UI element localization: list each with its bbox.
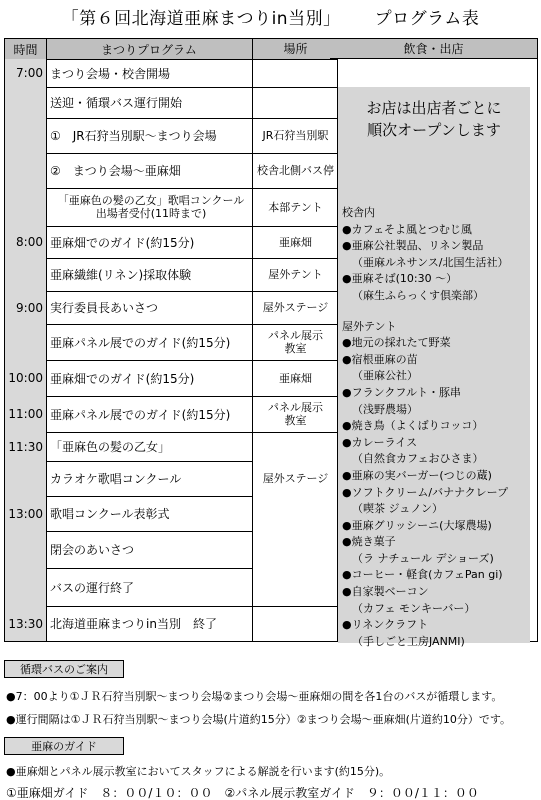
row-program: 亜麻パネル展でのガイド(約15分) xyxy=(50,407,231,422)
bus-label: 循環バスのご案内 xyxy=(4,660,124,678)
guide-note-1: ●亜麻畑とパネル展示教室においてスタッフによる解説を行います(約15分)。 xyxy=(6,765,391,778)
food-item: ●亜麻そば(10:30 ～） xyxy=(342,272,458,286)
page-title xyxy=(0,4,541,29)
table-row xyxy=(5,291,337,324)
table-row xyxy=(5,188,337,226)
food-item: ●カレーライス xyxy=(342,435,418,449)
table-row xyxy=(5,496,337,531)
row-place: 亜麻畑 xyxy=(279,235,312,249)
food-item: （手しごと工房JANMI) xyxy=(352,634,465,648)
food-lead: お店は出店者ごとに 順次オープンします xyxy=(366,99,502,139)
table-row xyxy=(5,360,337,396)
food-item: ●地元の採れたて野菜 xyxy=(342,336,451,350)
table-row xyxy=(5,226,337,258)
food-item: ●亜麻公社製品、リネン製品 xyxy=(342,239,484,253)
bus-note-2: ●運行間隔は①ＪＲ石狩当別駅～まつり会場(片道約15分）②まつり会場～亜麻畑(片道約10分）です。 xyxy=(6,713,512,726)
row-time: 9:00 xyxy=(5,291,46,324)
row-time: 13:00 xyxy=(5,496,46,531)
row-place: 屋外ステージ xyxy=(262,301,329,314)
table-row xyxy=(5,118,337,153)
table-row xyxy=(5,87,337,118)
row-time xyxy=(5,461,46,496)
food-item: （亜麻公社） xyxy=(352,369,418,383)
table-row xyxy=(5,432,337,461)
row-time: 13:30 xyxy=(5,606,46,641)
row-program: まつり会場・校舎開場 xyxy=(50,66,171,81)
title-sub: プログラム表 xyxy=(374,9,480,29)
row-program: バスの運行終了 xyxy=(50,580,135,595)
program-table xyxy=(4,38,338,642)
row-program: ② まつり会場～亜麻畑 xyxy=(50,164,181,178)
food-item: ●自家製ベーコン xyxy=(342,585,429,599)
row-place xyxy=(252,59,339,87)
food-section-title: 校舎内 xyxy=(342,206,375,219)
table-row xyxy=(5,258,337,291)
food-list xyxy=(342,205,530,650)
row-place xyxy=(252,606,339,641)
row-place xyxy=(252,568,339,606)
row-program: 北海道亜麻まつりin当別 終了 xyxy=(50,617,217,631)
guide-label: 亜麻のガイド xyxy=(4,737,124,755)
row-place xyxy=(252,496,339,531)
row-program: 亜麻繊維(リネン)採取体験 xyxy=(50,268,192,282)
bus-note-1: ●7：00より①ＪＲ石狩当別駅～まつり会場②まつり会場～亜麻畑の間を各1台のバスが循環します。 xyxy=(6,690,503,703)
row-time xyxy=(5,568,46,606)
row-time xyxy=(5,531,46,568)
row-time xyxy=(5,118,46,153)
row-program: 亜麻畑でのガイド(約15分) xyxy=(50,235,195,250)
row-place xyxy=(252,531,339,568)
food-stalls-panel xyxy=(330,38,538,648)
row-time: 10:00 xyxy=(5,360,46,396)
row-place: 屋外テント xyxy=(268,268,323,281)
table-row xyxy=(5,396,337,432)
guide-note-2: ①亜麻畑ガイド ８：００/１０：００ ②パネル展示教室ガイド ９：００/１１：００ xyxy=(6,786,479,800)
row-place: パネル展示 教室 xyxy=(268,401,323,427)
food-item: ●焼き菓子 xyxy=(342,535,396,549)
header-food: 飲食・出店 xyxy=(330,39,537,59)
food-section-title: 屋外テント xyxy=(342,319,397,333)
table-header xyxy=(5,39,337,59)
row-time: 11:30 xyxy=(5,432,46,461)
row-program: カラオケ歌唱コンクール xyxy=(50,472,182,486)
header-time: 時間 xyxy=(5,39,46,59)
row-program: 閉会のあいさつ xyxy=(50,543,135,557)
row-time xyxy=(5,188,46,226)
row-time: 11:00 xyxy=(5,396,46,432)
title-main: 「第６回北海道亜麻まつりin当別」 xyxy=(61,9,341,29)
table-row xyxy=(5,568,337,606)
row-place: 本部テント xyxy=(268,200,323,214)
food-info-box xyxy=(338,87,530,648)
food-item: ●カフェそよ風とつむじ風 xyxy=(342,222,472,236)
header-program: まつりプログラム xyxy=(46,39,252,59)
table-row xyxy=(5,324,337,360)
food-item: ●宿根亜麻の苗 xyxy=(342,352,418,366)
row-place: JR石狩当別駅 xyxy=(262,129,329,142)
row-time xyxy=(5,153,46,188)
row-place xyxy=(252,432,339,461)
food-item: （亜麻ルネサンス/北国生活社） xyxy=(352,255,509,269)
row-time xyxy=(5,324,46,360)
table-row xyxy=(5,59,337,87)
row-program: 送迎・循環バス運行開始 xyxy=(50,96,183,110)
row-program: 歌唱コンクール表彰式 xyxy=(50,507,170,521)
table-row xyxy=(5,461,337,496)
food-item: ●ソフトクリーム/バナナクレープ xyxy=(342,485,509,499)
table-row xyxy=(5,153,337,188)
row-program: 「亜麻色の髪の乙女」歌唱コンクール 出場者受付(11時まで) xyxy=(57,194,245,220)
food-item: （カフェ モンキーバー） xyxy=(352,601,476,615)
table-row xyxy=(5,606,337,641)
row-program: 亜麻畑でのガイド(約15分) xyxy=(50,371,195,386)
food-item: （浅野農場） xyxy=(352,402,418,416)
row-time: 7:00 xyxy=(5,59,46,87)
row-time xyxy=(5,258,46,291)
food-item: ●亜麻の実バーガー(つじの蔵) xyxy=(342,468,492,482)
food-item: （喫茶 ジュノン） xyxy=(352,502,444,516)
header-place: 場所 xyxy=(252,39,339,59)
food-item: ●コーヒー・軽食(カフェPan gi) xyxy=(342,568,503,582)
row-place: 屋外ステージ xyxy=(262,472,329,485)
food-item: ●フランクフルト・豚串 xyxy=(342,385,461,399)
food-item: （自然食カフェおひさま） xyxy=(352,452,484,466)
row-place: パネル展示 教室 xyxy=(268,329,323,355)
table-row xyxy=(5,531,337,568)
row-program: ① JR石狩当別駅～まつり会場 xyxy=(50,129,217,143)
food-item: （ラ ナチュール デショーズ) xyxy=(352,551,494,565)
food-item: ●亜麻グリッシーニ(大塚農場) xyxy=(342,518,492,532)
row-program: 「亜麻色の髪の乙女」 xyxy=(50,440,171,454)
row-place: 亜麻畑 xyxy=(279,371,312,385)
food-item: （麻生ふらっくす倶楽部） xyxy=(352,288,484,302)
row-time: 8:00 xyxy=(5,226,46,258)
food-item: ●リネンクラフト xyxy=(342,618,429,632)
row-place xyxy=(252,87,339,118)
row-place: 校舎北側バス停 xyxy=(257,164,334,177)
food-item: ●焼き鳥（よくばりコッコ） xyxy=(342,419,484,433)
row-program: 実行委員長あいさつ xyxy=(50,301,159,315)
row-time xyxy=(5,87,46,118)
row-program: 亜麻パネル展でのガイド(約15分) xyxy=(50,335,231,350)
